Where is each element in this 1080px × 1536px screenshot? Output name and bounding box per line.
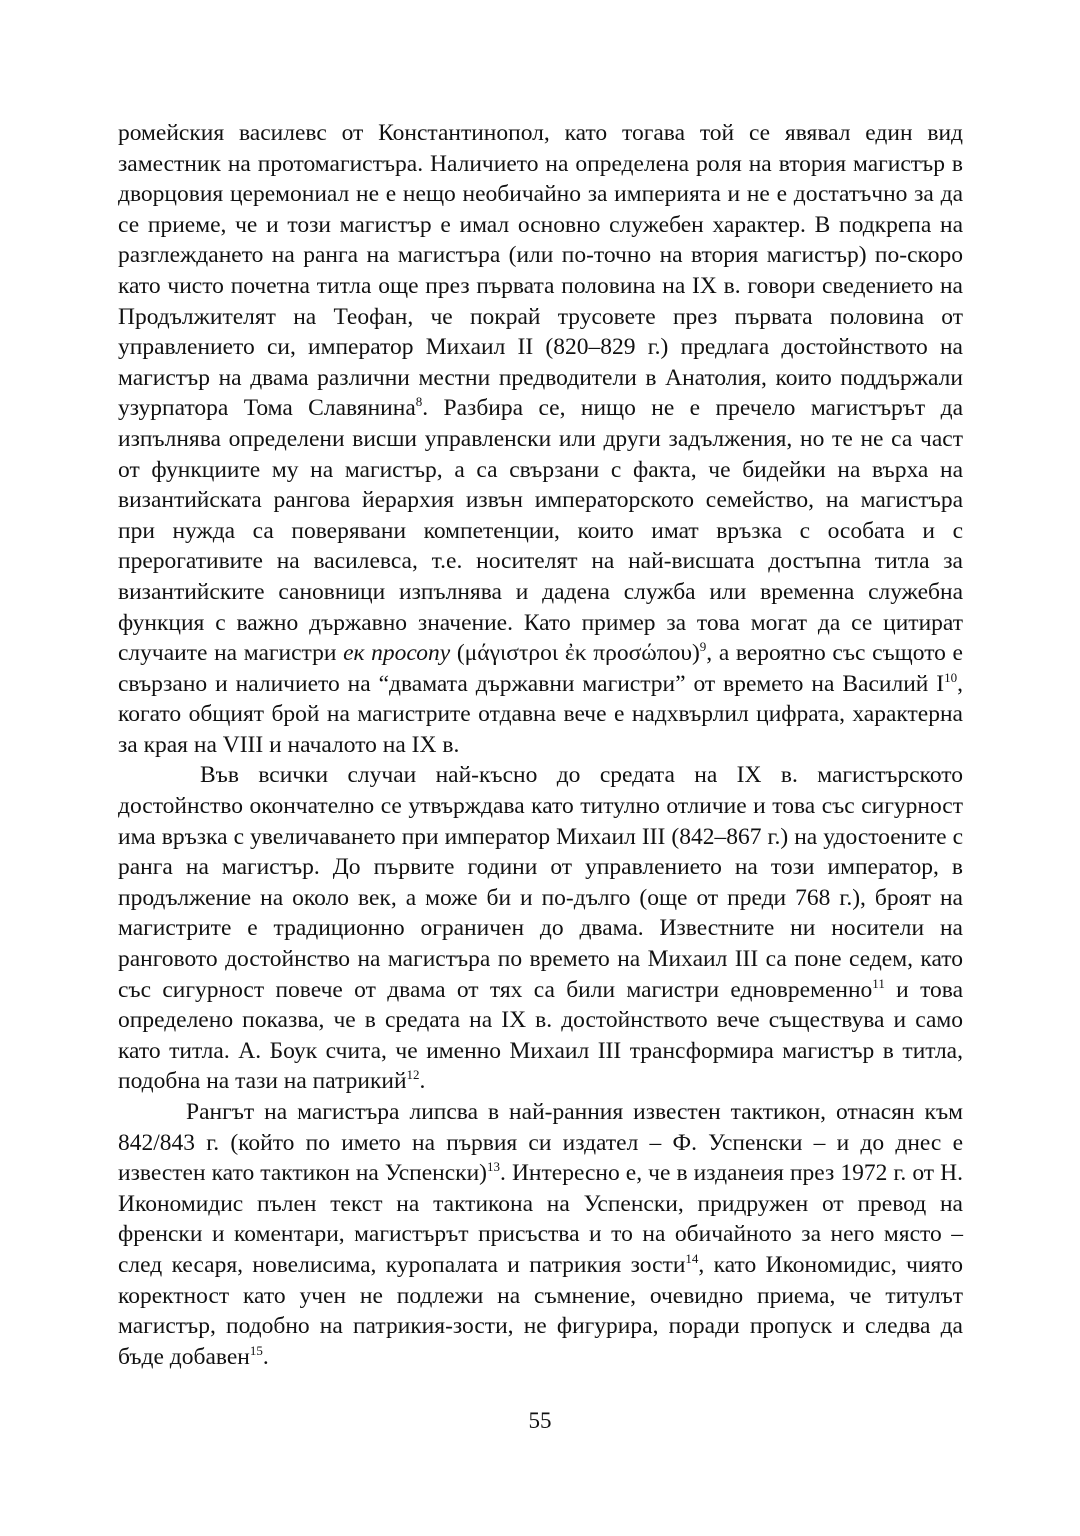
italic-term: ек просопу [343, 640, 451, 667]
text-run: Рангът на магистъра липсва в най-ранния известен тактикон, отнасян към 842/843 г. (който по името на първия си издател – Ф. Успенски – и до днес е известен като тактикон на Успенски) [118, 1099, 963, 1187]
footnote-ref: 11 [872, 975, 885, 991]
text-run: , а вероятно със същото е свързано и наличието на “двамата държавни магистри” от времето на Василий I [118, 640, 963, 697]
paragraph-3 [118, 1097, 963, 1372]
page-number: 55 [528, 1408, 552, 1433]
text-run: Във всички случаи най-късно до средата на IX в. магистърското достойнство окончателно се утвърждава като титулно отличие и това със сигурност има връзка с увеличаването при император Михаил III (842–867 г.) на удостоените с ранга на магистър. До първите години от управлението на този император, в продължение на около век, а може би и по-дълго (още от преди 768 г.), броят на магистрите е традиционно ограничен до двама. Известните ни носители на ранговото достойнство на магистъра по времето на Михаил III са поне седем, като със сигурност повече от двама от тях са били магистри едновременно [118, 762, 963, 1003]
text-run: (μάγιστροι ἐκ προσώπου) [450, 640, 700, 667]
text-run: , когато общият брой на магистрите отдавна вече е надхвърлил цифрата, характерна за края на VIII и началото на IX в. [118, 670, 963, 758]
footnote-ref: 12 [406, 1067, 420, 1083]
text-run: . [419, 1068, 426, 1095]
body-text [118, 118, 963, 1372]
paragraph-1 [118, 118, 963, 760]
footnote-ref: 14 [685, 1251, 699, 1267]
text-run: и това определено показва, че в средата на IX в. достойнството вече съществува и само като титла. А. Боук счита, че именно Михаил III трансформира магистър в титла, подобна на тази на патрикий [118, 976, 964, 1095]
paragraph-2 [118, 760, 963, 1097]
text-run: ромейския василевс от Константинопол, като тогава той се явявал един вид заместник на протомагистъра. Наличието на определена роля на втория магистър в дворцовия церемониал не е нещо необичайно за империята и не е достатъчно за да се приеме, че и този магистър е имал основно служебен характер. В подкрепа на разглеждането на ранга на магистъра (или по-точно на втория магистър) по-скоро като чисто почетна титла още през първата половина на IX в. говори сведението на Продължителят на Теофан, че покрай трусовете през първата половина от управлението си, император Михаил II (820–829 г.) предлага достойнството на магистър на двама различни местни предводители в Анатолия, които поддържали узурпатора Тома Славянина [118, 120, 963, 422]
text-run: . Интересно е, че в изданеия през 1972 г. от Н. Икономидис пълен текст на тактикона на Успенски, придружен от превод на френски и коментари, магистърът присъства и то на обичайното за него място – след кесаря, новелисима, куропалата и патрикия зости [118, 1160, 963, 1278]
footnote-ref: 13 [487, 1159, 500, 1175]
text-run: . Разбира се, нищо не е пречело магистърът да изпълнява определени висши управленски или други задължения, но те не са част от функциите му на магистър, а са свързани с факта, че бидейки на върха на византийската рангова йерархия извън императорското семейство, на магистъра при нужда са поверявани компетенции, които имат връзка с особата и с прерогативите на василевса, т.е. носителят на най-висшата достъпна титла за византийските сановници изпълнява и дадена служба или временна служебна функция с важно държавно значение. Като пример за това могат да се цитират случаите на магистри [118, 395, 963, 667]
footnote-ref: 8 [415, 394, 423, 410]
text-run: . [262, 1343, 269, 1370]
text-run: , като Икономидис, чиято коректност като учен не подлежи на съмнение, очевидно приема, че титулът магистър, подобно на патрикия-зости, не фигурира, поради пропуск и следва да бъде добавен [118, 1251, 963, 1370]
footnote-ref: 9 [699, 639, 707, 655]
footnote-ref: 15 [249, 1342, 263, 1358]
footnote-ref: 10 [944, 669, 958, 685]
